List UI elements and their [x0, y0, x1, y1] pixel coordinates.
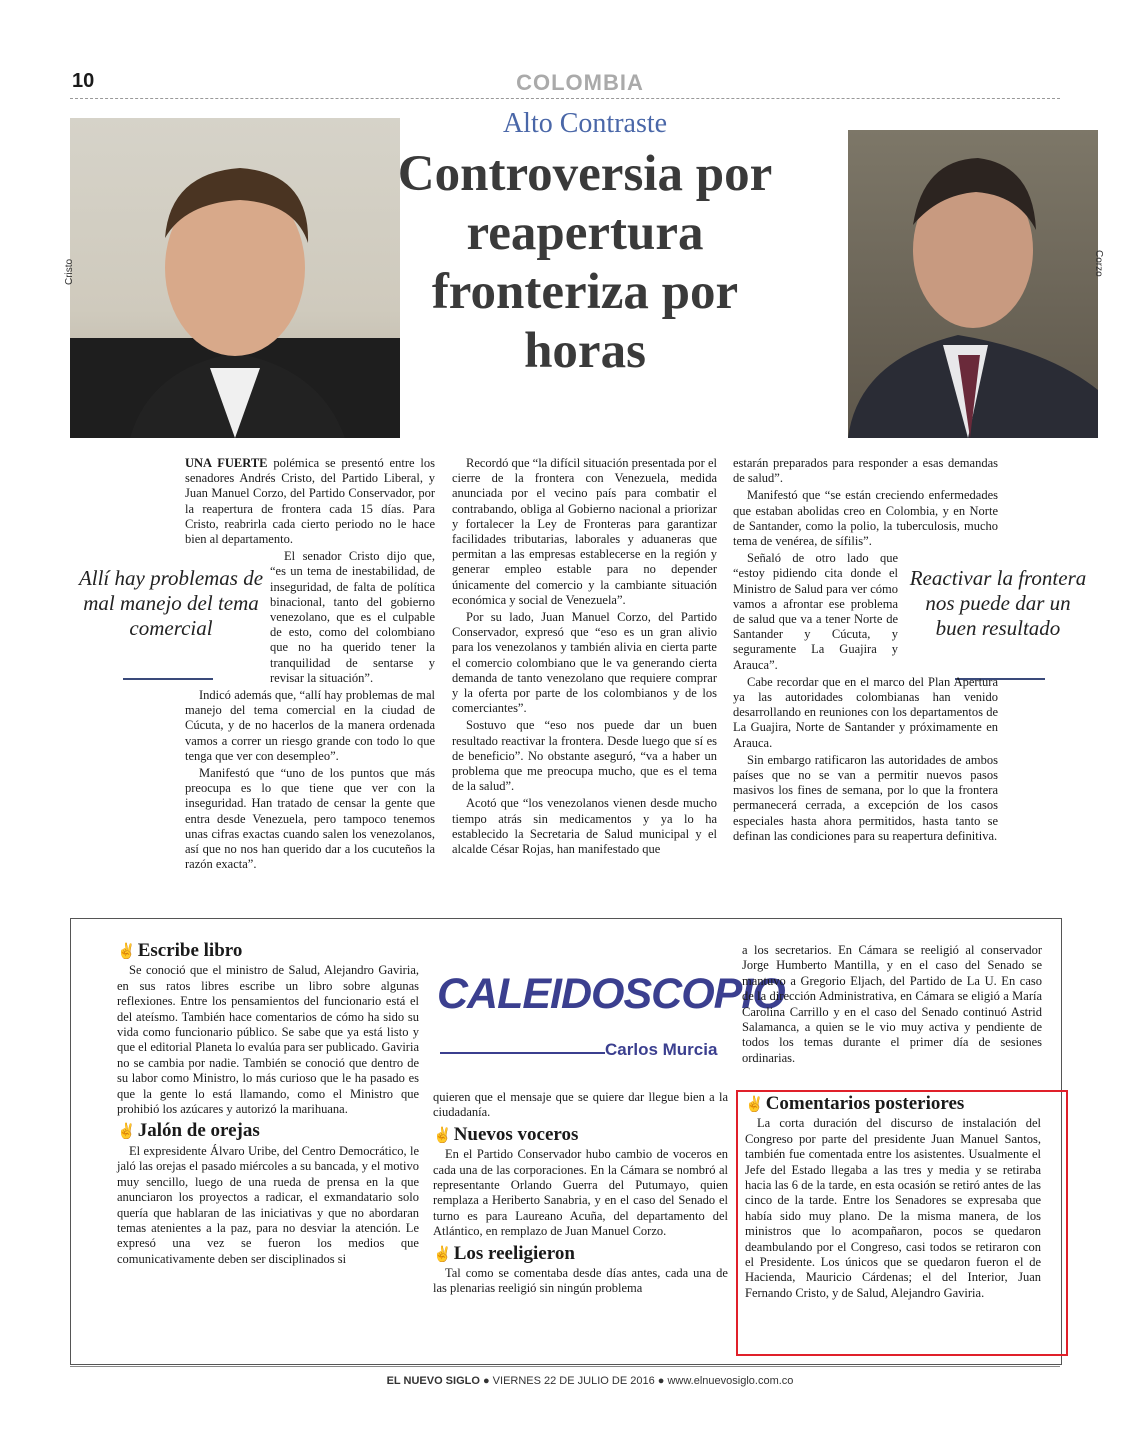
- photo-cristo: [70, 118, 400, 438]
- caleidoscopio-column-1: [117, 940, 419, 1271]
- pull-quote-left: Allí hay problemas de mal manejo del tema comercial: [78, 566, 264, 640]
- article-paragraph: El senador Cristo dijo que, “es un tema de inestabilidad, de inseguridad, de falta de política binacional, tanto del gobierno venezolano, que es el culpable de esto, como del colombiano que no ha querido tener la tranquilidad de sentarse y revisar la situación”.: [270, 549, 435, 685]
- pull-quote-right: Reactivar la frontera nos puede dar un buen resultado: [909, 566, 1087, 640]
- article-paragraph: Sostuvo que “eso nos puede dar un buen resultado reactivar la frontera. Desde luego que sí es de beneficio”. No obstante aseguró, “va a haber un problema que me preocupa mucho, que es el tema de la salud”.: [452, 718, 717, 794]
- article-paragraph: Recordó que “la difícil situación presentada por el cierre de la frontera con Venezuela, medida anunciada por el vecino país para combatir el contrabando, obliga al Gobierno nacional a priorizar y fortalecer la Ley de Fronteras para garantizar facilidades tributarias, laborales y aduaneras que permitan a las empresas establecerse en la región y generar empleo estable para no depender únicamente del comercio y la cambiante situación económica y social de Venezuela”.: [452, 456, 717, 607]
- article-paragraph: polémica se presentó entre los senadores Andrés Cristo, del Partido Liberal, y Juan Manuel Corzo, del Partido Conservador, por la reapertura de frontera cada 15 días. Para Cristo, reabrirla cada cierto periodo no le hace bien al departamento.: [185, 456, 435, 547]
- subhead-los-reeligieron: ✌ Los reeligieron: [433, 1242, 575, 1264]
- hand-pointer-icon: ✌: [433, 1127, 452, 1144]
- footer-url: www.elnuevosiglo.com.co: [667, 1375, 794, 1387]
- caleidoscopio-column-3-lower: [745, 1093, 1041, 1305]
- hand-pointer-icon: ✌: [745, 1097, 764, 1113]
- article-paragraph: Señaló de otro lado que “estoy pidiendo cita donde el Ministro de Salud para ver cómo vamos a afrontar ese problema de salud que va a tener Norte de Santander y Cúcuta, y seguramente La Guajira y Arauca”.: [733, 551, 898, 672]
- caleidoscopio-paragraph: El expresidente Álvaro Uribe, del Centro Democrático, le jaló las orejas el pasado miércoles a su bancada, y el motivo muy sencillo, luego de una rueda de prensa en la que anunciaron los proyectos a radicar, el exmandatario solo quería que hablaran de las iniciativas y que no abordaran temas atenientes a la paz, para no desviar la atención. Le expresó una vez se fueron los medios que comunicativamente deben ser disciplinados si: [117, 1143, 419, 1266]
- portrait-corzo-icon: [848, 130, 1098, 438]
- article-lead-in: UNA FUERTE: [185, 456, 268, 470]
- article-paragraph: Manifestó que “uno de los puntos que más preocupa es lo que tiene que ver con la inseguridad. Han tratado de censar la gente que entra desde Venezuela, pero tampoco tenemos unas cifras exactas cuando salen los venezolanos, así que no nos han querido dar a los cucuteños la razón exacta”.: [185, 766, 435, 872]
- header-divider: [70, 98, 1060, 99]
- photo-caption-right: Corzo: [1093, 250, 1104, 277]
- subhead-escribe-libro: ✌ Escribe libro: [117, 940, 243, 961]
- footer-date: VIERNES 22 DE JULIO DE 2016: [492, 1375, 655, 1387]
- hand-pointer-icon: ✌: [433, 1246, 452, 1263]
- caleidoscopio-column-3: [742, 943, 1042, 1070]
- page-footer: [340, 1375, 840, 1387]
- caleidoscopio-logo: CALEIDOSCOPIO: [437, 970, 785, 1018]
- article-paragraph: Acotó que “los venezolanos vienen desde mucho tiempo atrás sin medicamentos y ya lo ha establecido la Secretaria de Salud municipal y el alcalde César Rojas, han manifestado que: [452, 796, 717, 857]
- article-column-2: [452, 456, 717, 859]
- article-column-3: [733, 456, 998, 846]
- footer-paper-name: EL NUEVO SIGLO: [386, 1375, 480, 1387]
- article-paragraph: Cabe recordar que en el marco del Plan Apertura ya las autoridades colombianas han venido desarrollando en reuniones con los departamentos de La Guajira, Norte de Santander y próximamente en Arauca.: [733, 674, 998, 750]
- photo-caption-left: Cristo: [64, 258, 75, 285]
- article-paragraph: Sin embargo ratificaron las autoridades de ambos países que no se van a permitir nuevos pasos masivos los fines de semana, por lo que la frontera permanecerá cerrada, a excepción de los casos especiales hasta ahora permitidos, hasta tanto se definan las condiciones para su reapertura definitiva.: [733, 752, 998, 843]
- column-author: Carlos Murcia: [605, 1040, 718, 1059]
- caleidoscopio-paragraph: Tal como se comentaba desde días antes, cada una de las plenarias reeligió sin ningún problema: [433, 1266, 728, 1296]
- subhead-jalon-de-orejas: ✌ Jalón de orejas: [117, 1120, 260, 1142]
- caleidoscopio-paragraph: Se conoció que el ministro de Salud, Alejandro Gaviria, en sus ratos libres escribe un libro sobre algunas reflexiones. Entre los pensamientos del funcionario está el del ateísmo. También hace comentarios de cómo ha sido su vida como funcionario público. Se sabe que ya está listo y que el editorial Planeta lo evalúa para ser publicado. Gaviria no se cambia por nadie. También se conoció que dentro de su labor como Ministro, lo más curioso que le ha pasado es que la gente lo está llamando, como el Ministro que prohibió los azúcares y autorizó la marihuana.: [117, 963, 419, 1117]
- article-paragraph: Por su lado, Juan Manuel Corzo, del Partido Conservador, expresó que “eso es un gran alivio para los venezolanos y también alivia en cierta parte el comercio colombiano que le va generando cierta demanda de tanto venezolano que requiere comprar y la oferta por parte de los colombianos y de los comerciantes”.: [452, 610, 717, 716]
- photo-corzo: [848, 130, 1098, 438]
- section-title: COLOMBIA: [516, 70, 644, 95]
- caleidoscopio-column-2: [433, 1090, 728, 1301]
- bullet-icon: ●: [657, 1375, 668, 1387]
- hand-pointer-icon: ✌: [117, 1124, 136, 1141]
- article-kicker: Alto Contraste: [502, 108, 668, 139]
- caleidoscopio-paragraph: a los secretarios. En Cámara se reeligió al conservador Jorge Humberto Mantilla, y en el caso del Senado se mantuvo a Gregorio Eljach, del Partido de La U. En caso de la dirección Administrativa, en Cámara se eligió a María Carolina Carrillo y en el caso del Senado continuó Astrid Salamanca, a quien se le vio muy activa y pendiente de todos los temas durante el primer día de sesiones ordinarias.: [742, 943, 1042, 1065]
- caleidoscopio-rule: [440, 1052, 605, 1054]
- article-paragraph: Manifestó que “se están creciendo enfermedades que estaban abolidas creo en Colombia, y en Norte de Santander, como la polio, la tuberculosis, mucho tema de venérea, de sífilis”.: [733, 488, 998, 549]
- hand-pointer-icon: ✌: [117, 944, 136, 960]
- caleidoscopio-paragraph: En el Partido Conservador hubo cambio de voceros en cada una de las corporaciones. En la Cámara se nombró al representante Orlando Guerra del Putumayo, quien remplaza a Heriberto Sanabria, y en el caso del Senado el turno es para Laureano Acuña, del departamento del Atlántico, en remplazo de Juan Manuel Corzo.: [433, 1147, 728, 1239]
- subhead-nuevos-voceros: ✌ Nuevos voceros: [433, 1123, 579, 1145]
- portrait-cristo-icon: [70, 118, 400, 438]
- article-column-1: [185, 456, 435, 874]
- bullet-icon: ●: [482, 1375, 493, 1387]
- subhead-comentarios-posteriores: ✌ Comentarios posteriores: [745, 1093, 965, 1114]
- page-number: 10: [72, 70, 95, 92]
- article-paragraph: estarán preparados para responder a esas demandas de salud”.: [733, 456, 998, 486]
- article-headline: Controversia por reapertura fronteriza por horas: [397, 146, 773, 379]
- footer-divider: [70, 1366, 1060, 1367]
- caleidoscopio-paragraph: quieren que el mensaje que se quiere dar llegue bien a la ciudadanía.: [433, 1090, 728, 1120]
- article-paragraph: Indicó además que, “allí hay problemas de mal manejo del tema comercial en la ciudad de Cúcuta, y de no hacerlos de la manera ordenada vamos a correr un riesgo grande con todo lo que tenga que ver con desempleo”.: [185, 688, 435, 763]
- caleidoscopio-paragraph: La corta duración del discurso de instalación del Congreso por parte del presidente Juan Manuel Santos, también fue comentada entre los asistentes. Usualmente el Jefe del Estado llegaba a las tres y media y se retiraba hacia las 6 de la tarde, en esta ocasión se retiró antes de las cinco de la tarde. Entre los Senadores se expresaba que había sido muy plano. De la misma manera, de los ministros que lo acompañaron, pocos se quedaron deambulando por el Congreso, casi todos se retiraron con el Presidente. Los únicos que se quedaron fueron el de Hacienda, Mauricio Cárdenas; el del Interior, Juan Fernando Cristo, y de Salud, Alejandro Gaviria.: [745, 1116, 1041, 1300]
